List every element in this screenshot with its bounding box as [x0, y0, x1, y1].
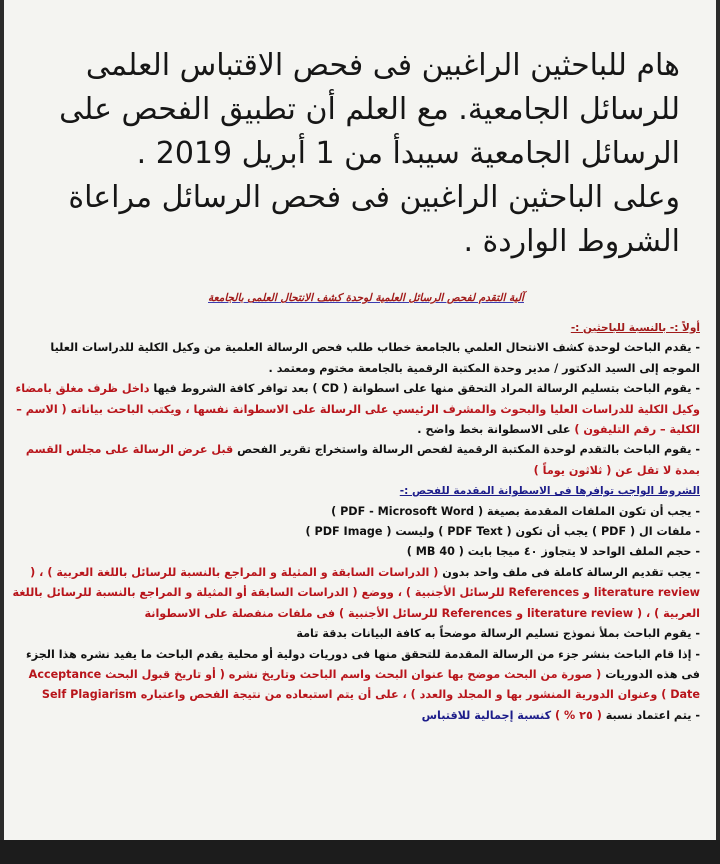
announcement-text: [20, 44, 680, 264]
condition-item: - إذا قام الباحث بنشر جزء من الرسالة المقدمة للتحقق منها فى دوريات دولية أو محلية يقدم الباحث ما يفيد نشره هذا الجزء فى هذه الدوريات ( صورة من البحث موضح بها عنوان البحث واسم الباحث وتاريخ نشره ( أو تاريخ قبول البحث Acceptance Date ) وعنوان الدورية المنشور بها و المجلد والعدد ) ، على أن يتم استبعاده من نتيجة الفحص واعتباره Self Plagiarism: [26, 647, 700, 702]
announcement-line: هام للباحثين الراغبين فى فحص الاقتباس العلمى: [85, 48, 680, 83]
document-title: آلية التقدم لفحص الرسائل العلمية لوحدة كشف الانتحال العلمى بالجامعة: [208, 292, 524, 304]
announcement-line: وعلى الباحثين الراغبين فى فحص الرسائل مراعاة: [68, 180, 680, 215]
paragraph: - يقدم الباحث لوحدة كشف الانتحال العلمي بالجامعة خطاب طلب فحص الرسالة العلمية من وكيل الكلية للدراسات العليا الموجه إلى السيد الدكتور / مدير وحدة المكتبة الرقمية بالجامعة مختوم ومعتمد .: [50, 341, 700, 375]
announcement-line: للرسائل الجامعية. مع العلم أن تطبيق الفحص على: [59, 92, 680, 127]
condition-item: - يتم اعتماد نسبة ( ٢٥ % ) كنسبة إجمالية للاقتباس: [421, 708, 700, 722]
document-body: [10, 318, 700, 726]
condition-item: - يجب أن تكون الملفات المقدمة بصيغة ( PDF - Microsoft Word ): [331, 504, 700, 518]
condition-item: - حجم الملف الواحد لا يتجاوز ٤٠ ميجا بايت ( 40 MB ): [406, 545, 700, 559]
sub-heading: الشروط الواجب توافرها فى الاسطوانة المقدمة للفحص :-: [399, 485, 700, 498]
bottom-bar: [0, 840, 720, 864]
section-heading: أولاً :- بالنسبة للباحثين :-: [570, 322, 700, 334]
document-page: [4, 0, 716, 840]
condition-item: - ملفات ال ( PDF ) يجب أن تكون ( PDF Text ) وليست ( PDF Image ): [305, 525, 700, 539]
condition-item: - يجب تقديم الرسالة كاملة فى ملف واحد بدون ( الدراسات السابقة و المثيلة و المراجع بالنسبة للرسائل باللغة العربية ) ، ( literature review و References للرسائل الأجنبية ) ، ووضع ( الدراسات السابقة أو المثيلة و المراجع بالنسبة للرسائل باللغة العربية ) ، ( literature review و References للرسائل الأجنبية ) فى ملفات منفصلة على الاسطوانة: [12, 565, 700, 620]
announcement-line: الرسائل الجامعية سيبدأ من 1 أبريل 2019 .: [136, 136, 680, 171]
paragraph: - يقوم الباحث بالتقدم لوحدة المكتبة الرقمية لفحص الرسالة واستخراج تقرير الفحص قبل عرض الرسالة على مجلس القسم بمدة لا تقل عن ( ثلاثون يوماً ): [25, 443, 700, 477]
condition-item: - يقوم الباحث بملأ نموذج تسليم الرسالة موضحاً به كافة البيانات بدقة تامة: [296, 627, 700, 641]
paragraph: - يقوم الباحث بتسليم الرسالة المراد التحقق منها على اسطوانة ( CD ) بعد توافر كافة الشروط فيها داخل ظرف مغلق بامضاء وكيل الكلية للدراسات العليا والبحوث والمشرف الرئيسي على الرسالة على الاسطوانة نفسها ، ويكتب الباحث بياناته ( الاسم – الكلية – رقم التليفون ) على الاسطوانة بخط واضح .: [15, 382, 700, 437]
announcement-line: الشروط الواردة .: [463, 224, 680, 259]
